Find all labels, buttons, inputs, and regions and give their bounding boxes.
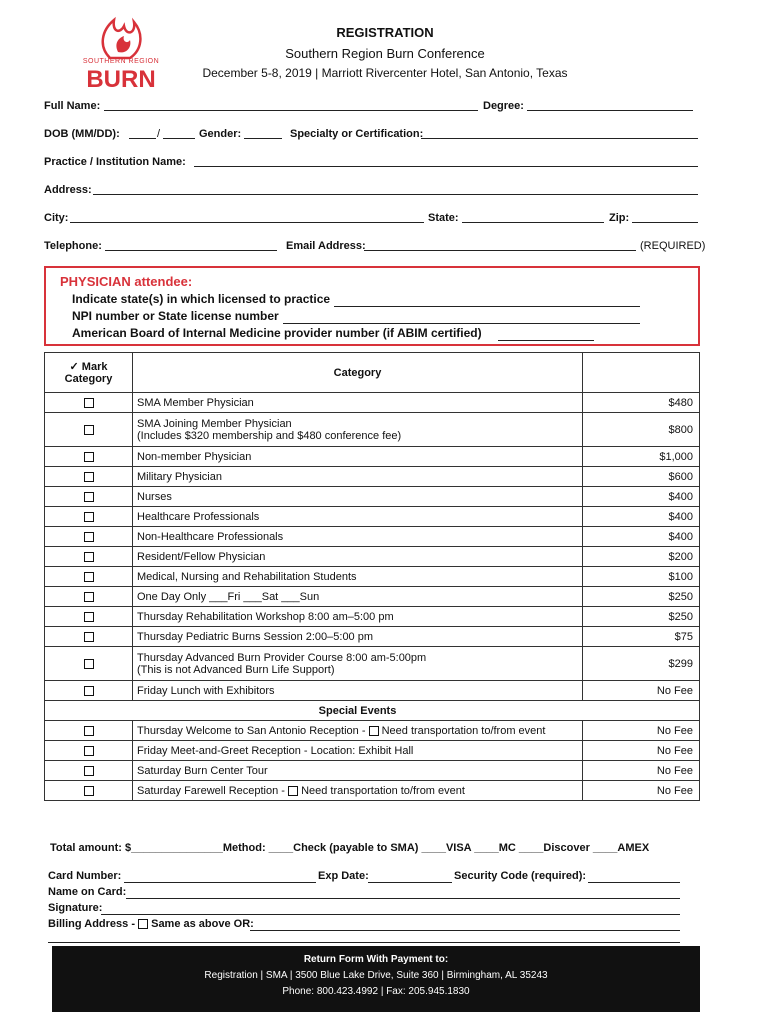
practice-label: Practice / Institution Name:	[44, 156, 186, 168]
checkbox[interactable]	[84, 512, 94, 522]
special-events-header: Special Events	[133, 701, 583, 721]
mark-category-header: ✓ Mark Category	[45, 353, 133, 393]
full-name-label: Full Name:	[44, 100, 101, 112]
billing-address-label: Billing Address - Same as above OR:	[48, 918, 254, 930]
table-row: One Day Only ___Fri ___Sat ___Sun $250	[45, 587, 700, 607]
checkbox[interactable]	[84, 726, 94, 736]
physician-heading: PHYSICIAN attendee:	[60, 274, 193, 289]
exp-date-field[interactable]	[368, 882, 452, 883]
checkbox[interactable]	[84, 552, 94, 562]
name-on-card-label: Name on Card:	[48, 886, 127, 898]
checkbox[interactable]	[84, 572, 94, 582]
price-header	[583, 353, 700, 393]
telephone-field[interactable]	[105, 250, 277, 251]
city-label: City:	[44, 212, 69, 224]
checkbox[interactable]	[84, 686, 94, 696]
checkbox[interactable]	[84, 452, 94, 462]
checkbox[interactable]	[84, 659, 94, 669]
signature-field[interactable]	[101, 914, 680, 915]
physician-section	[44, 266, 700, 346]
checkbox[interactable]	[84, 472, 94, 482]
table-row: Thursday Rehabilitation Workshop 8:00 am–5:00 pm $250	[45, 607, 700, 627]
checkbox[interactable]	[84, 425, 94, 435]
table-row: SMA Member Physician $480	[45, 393, 700, 413]
address-field[interactable]	[93, 194, 698, 195]
table-row: Non-member Physician $1,000	[45, 447, 700, 467]
card-number-label: Card Number:	[48, 870, 122, 882]
checkbox[interactable]	[84, 532, 94, 542]
required-note: (REQUIRED)	[640, 240, 706, 252]
checkbox[interactable]	[84, 746, 94, 756]
table-row: SMA Joining Member Physician (Includes $320 membership and $480 conference fee) $800	[45, 413, 700, 447]
transport-checkbox[interactable]	[369, 726, 379, 736]
security-code-label: Security Code (required):	[454, 870, 587, 882]
practice-field[interactable]	[194, 166, 698, 167]
logo-main-text: BURN	[86, 66, 156, 93]
table-row: Thursday Pediatric Burns Session 2:00–5:00 pm $75	[45, 627, 700, 647]
address-label: Address:	[44, 184, 92, 196]
exp-date-label: Exp Date:	[318, 870, 369, 882]
checkbox[interactable]	[84, 786, 94, 796]
table-row: Healthcare Professionals $400	[45, 507, 700, 527]
email-label: Email Address:	[286, 240, 366, 252]
checkbox[interactable]	[84, 492, 94, 502]
zip-label: Zip:	[609, 212, 630, 224]
checkbox[interactable]	[84, 766, 94, 776]
billing-address-field[interactable]	[250, 930, 680, 931]
return-heading: Return Form With Payment to:	[303, 954, 449, 965]
state-field[interactable]	[462, 222, 604, 223]
abim-label: American Board of Internal Medicine provider number (if ABIM certified)	[72, 326, 482, 340]
checkbox[interactable]	[84, 398, 94, 408]
full-name-field[interactable]	[104, 110, 478, 111]
signature-label: Signature:	[48, 902, 103, 914]
table-row: Saturday Burn Center Tour No Fee	[45, 761, 700, 781]
phone-fax: Phone: 800.423.4992 | Fax: 205.945.1830	[282, 986, 470, 997]
special-events-row	[45, 701, 700, 721]
table-row: Medical, Nursing and Rehabilitation Students $100	[45, 567, 700, 587]
dob-month-field[interactable]	[129, 138, 156, 139]
transport-checkbox[interactable]	[288, 786, 298, 796]
table-row: Thursday Welcome to San Antonio Reception - Need transportation to/from event No Fee	[45, 721, 700, 741]
state-label: State:	[428, 212, 459, 224]
licensed-states-field[interactable]	[334, 306, 640, 307]
city-field[interactable]	[70, 222, 424, 223]
return-info-footer	[52, 946, 700, 1012]
table-row: Non-Healthcare Professionals $400	[45, 527, 700, 547]
degree-label: Degree:	[483, 100, 524, 112]
category-header: Category	[133, 353, 583, 393]
conference-dates: December 5-8, 2019 | Marriott Rivercenter Hotel, San Antonio, Texas	[202, 66, 568, 80]
checkbox[interactable]	[84, 612, 94, 622]
table-row: Resident/Fellow Physician $200	[45, 547, 700, 567]
dob-label: DOB (MM/DD):	[44, 128, 120, 140]
email-field[interactable]	[364, 250, 636, 251]
zip-field[interactable]	[632, 222, 698, 223]
npi-label: NPI number or State license number	[72, 309, 279, 323]
telephone-label: Telephone:	[44, 240, 102, 252]
registration-table	[44, 352, 700, 801]
logo-top-text: SOUTHERN REGION	[82, 58, 160, 65]
conference-name: Southern Region Burn Conference	[285, 46, 485, 61]
table-row: Friday Lunch with Exhibitors No Fee	[45, 681, 700, 701]
billing-address-field-2[interactable]	[48, 942, 680, 943]
licensed-states-label: Indicate state(s) in which licensed to practice	[72, 292, 331, 306]
table-row: Nurses $400	[45, 487, 700, 507]
checkbox[interactable]	[84, 592, 94, 602]
gender-label: Gender:	[199, 128, 242, 140]
page-title: REGISTRATION	[336, 25, 434, 40]
same-as-above-checkbox[interactable]	[138, 919, 148, 929]
specialty-field[interactable]	[421, 138, 698, 139]
table-row: Saturday Farewell Reception - Need transportation to/from event No Fee	[45, 781, 700, 801]
gender-field[interactable]	[244, 138, 282, 139]
checkbox[interactable]	[84, 632, 94, 642]
table-row: Military Physician $600	[45, 467, 700, 487]
specialty-label: Specialty or Certification:	[290, 128, 424, 140]
table-row: Thursday Advanced Burn Provider Course 8:00 am-5:00pm (This is not Advanced Burn Life Support) $299	[45, 647, 700, 681]
table-row: Friday Meet-and-Greet Reception - Location: Exhibit Hall No Fee	[45, 741, 700, 761]
card-number-field[interactable]	[124, 882, 316, 883]
abim-field[interactable]	[498, 340, 594, 341]
security-code-field[interactable]	[588, 882, 680, 883]
degree-field[interactable]	[527, 110, 693, 111]
name-on-card-field[interactable]	[126, 898, 680, 899]
dob-day-field[interactable]	[163, 138, 195, 139]
total-amount-line[interactable]: Total amount: $_______________Method: ____Check (payable to SMA) ____VISA ____MC ____Discover ____AMEX	[50, 842, 650, 854]
npi-field[interactable]	[283, 323, 640, 324]
mailing-address: Registration | SMA | 3500 Blue Lake Drive, Suite 360 | Birmingham, AL 35243	[204, 970, 548, 981]
